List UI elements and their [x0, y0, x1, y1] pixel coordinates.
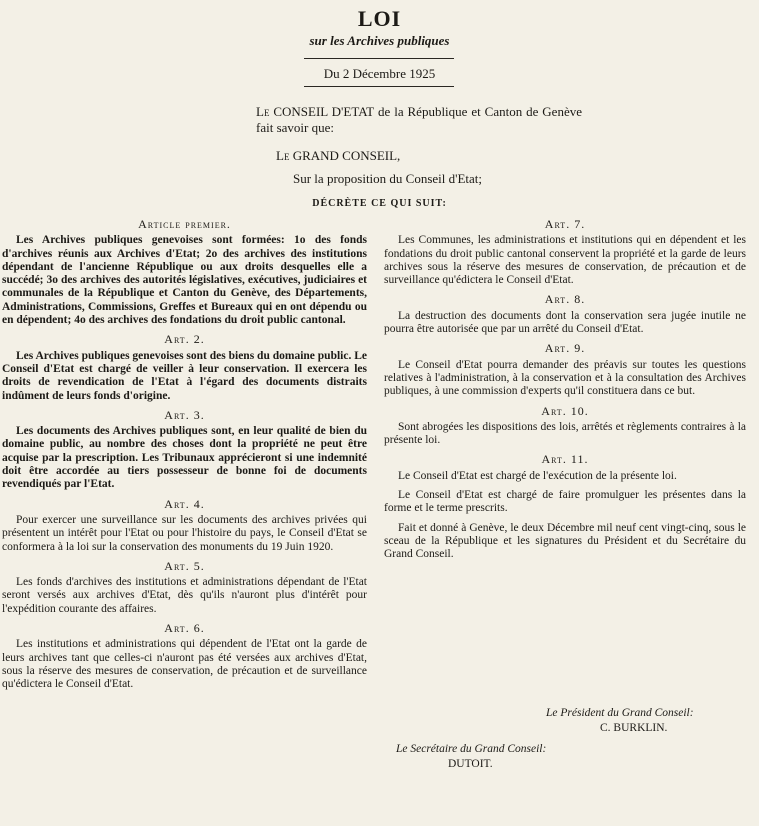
article-11-text-2: Le Conseil d'Etat est chargé de faire promulguer les présentes dans la forme et le terme prescrits. — [384, 489, 746, 515]
article-6-heading: Art. 6. — [164, 621, 205, 636]
grand-conseil-heading: Le GRAND CONSEIL, — [276, 148, 401, 163]
preamble-text: de la République et Canton de Genève fait savoir que: — [256, 104, 582, 135]
article-8-text: La destruction des documents dont la conservation sera jugée inutile ne pourra être autorisée que par un arrêté du Conseil d'Etat. — [384, 309, 746, 336]
law-date: Du 2 Décembre 1925 — [323, 66, 436, 81]
secretary-name: DUTOIT. — [448, 758, 493, 770]
article-10-text: Sont abrogées les dispositions des lois, arrêtés et règlements contraires à la présente loi. — [384, 420, 746, 447]
article-4-heading: Art. 4. — [164, 496, 205, 511]
article-6-text: Les institutions et administrations qui dépendent de l'Etat ont la garde de leurs archives tant que celles-ci n'auront pas été versées aux archives d'Etat, sous la réserve des mesures de conservation, de précaution et de surveillance qu'édictera le Conseil d'Etat. — [2, 638, 367, 691]
article-9-text: Le Conseil d'Etat pourra demander des préavis sur toutes les questions relatives à l'administration, à la conservation et à la consultation des Archives publiques, à une commission d'experts qu'il constituera dans ce but. — [384, 358, 746, 398]
left-column — [2, 216, 367, 698]
top-divider — [304, 58, 454, 59]
secretary-title: Le Secrétaire du Grand Conseil: — [396, 743, 547, 755]
article-10-heading: Art. 10. — [541, 403, 589, 418]
article-11-heading: Art. 11. — [541, 452, 589, 467]
president-name: C. BURKLIN. — [600, 722, 668, 734]
article-2-text: Les Archives publiques genevoises sont des biens du domaine public. Le Conseil d'Etat est chargé de veiller à leur conservation. Il exercera les droits de revendication de l'Etat à l'égard des documents distraits indûment de leurs fonds d'origine. — [2, 349, 367, 402]
president-title: Le Président du Grand Conseil: — [546, 707, 694, 719]
article-4-text: Pour exercer une surveillance sur les documents des archives privées qui présentent un intérêt pour l'Etat ou pour l'histoire du pays, le Conseil d'Etat se conformera à la loi sur la conservation des monuments du 19 Juin 1920. — [2, 513, 367, 553]
preamble-lead: Le CONSEIL D'ETAT — [256, 104, 375, 119]
article-5-text: Les fonds d'archives des institutions et administrations dépendant de l'Etat seront versés aux archives d'Etat, dès qu'ils n'auront plus d'intérêt pour l'expédition courante des affaires. — [2, 576, 367, 615]
article-11-text-3: Fait et donné à Genève, le deux Décembre mil neuf cent vingt-cinq, sous le sceau de la République et les signatures du Président et du Secrétaire du Grand Conseil. — [384, 521, 746, 561]
article-3-text: Les documents des Archives publiques sont, en leur qualité de bien du domaine public, au nombre des choses dont la propriété ne peut être acquise par la prescription. Les Tribunaux apprécieront si une indemnité doit être accordée au tiers possesseur de bonne foi de documents revendiqués par l'Etat. — [2, 425, 367, 491]
article-2-heading: Art. 2. — [164, 332, 205, 347]
article-11-text-1: Le Conseil d'Etat est chargé de l'exécution de la présente loi. — [398, 469, 677, 482]
article-1-heading: Article premier. — [138, 217, 231, 231]
right-column — [384, 216, 746, 568]
article-8-heading: Art. 8. — [544, 292, 586, 307]
decrete-heading: DÉCRÈTE CE QUI SUIT: — [312, 198, 447, 209]
article-5-heading: Art. 5. — [164, 558, 205, 573]
article-9-heading: Art. 9. — [544, 341, 586, 356]
article-1-text: Les Archives publiques genevoises sont formées: 1o des fonds d'archives réunis aux Archives d'Etat; 2o des archives des institutions dépendant de l'ancienne République ou aux droits desquelles elle a succédé; 3o des archives des autorités législatives, exécutives, judiciaires et communales de la République et Canton du Genève, des Départements, Administrations, Commissions, Greffes et Bureaux qui en ont dépendu ou en dépendent; 4o des archives des fondations du droit public cantonal. — [2, 234, 367, 327]
document-title: LOI — [357, 6, 402, 31]
document-subtitle: sur les Archives publiques — [309, 33, 450, 48]
preamble — [256, 104, 582, 136]
article-7-text: Les Communes, les administrations et institutions qui en dépendent et les fondations du droit public cantonal conservent la propriété et la garde de leurs archives sous la réserve des mesures de conservation, de précaution et de surveillance qu'édictera le Conseil d'Etat. — [384, 234, 746, 287]
article-7-heading: Art. 7. — [544, 217, 586, 231]
date-divider — [304, 86, 454, 87]
article-3-heading: Art. 3. — [164, 407, 205, 422]
proposition-line: Sur la proposition du Conseil d'Etat; — [293, 171, 483, 186]
